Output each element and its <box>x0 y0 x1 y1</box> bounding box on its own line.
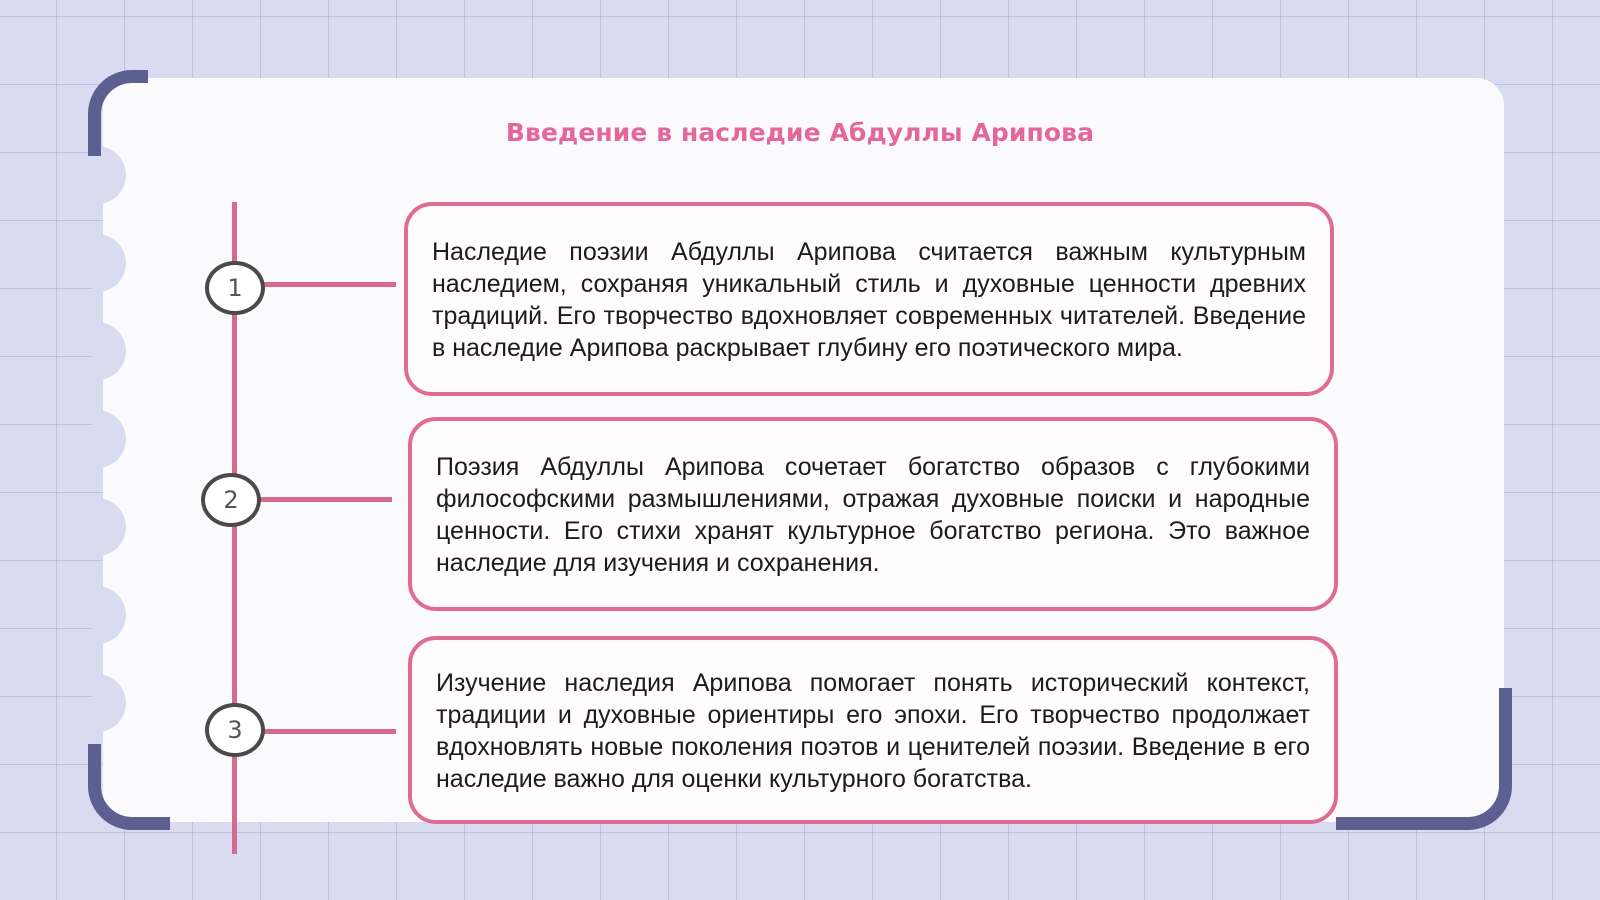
info-card-text: Наследие поэзии Абдуллы Арипова считается важным культурным наследием, сохраняя уникальный стиль и духовные ценности древних традиций. Его творчество вдохновляет современных читателей. Введение в наследие Арипова раскрывает глубину его поэтического мира. <box>432 238 1306 362</box>
info-card-text: Изучение наследия Арипова помогает понять исторический контекст, традиции и духовные ориентиры его эпохи. Его творчество продолжает вдохновлять новые поколения поэтов и ценителей поэзии. Введение в его наследие важно для оценки культурного богатства. <box>436 669 1310 793</box>
step-marker: 1 <box>205 261 265 315</box>
info-card <box>408 417 1338 611</box>
info-card-text: Поэзия Абдуллы Арипова сочетает богатство образов с глубокими философскими размышлениями, отражая духовные поиски и народные ценности. Его стихи хранят культурное богатство региона. Это важное наследие для изучения и сохранения. <box>436 453 1310 577</box>
corner-bracket-bottom-left <box>88 744 170 830</box>
corner-bracket-bottom-right <box>1336 688 1512 830</box>
slide-title: Введение в наследие Абдуллы Арипова <box>505 118 1095 147</box>
info-card <box>408 636 1338 824</box>
step-marker: 2 <box>201 473 261 527</box>
timeline-connector <box>262 729 396 734</box>
step-marker: 3 <box>205 703 265 757</box>
timeline-connector <box>258 497 392 502</box>
corner-bracket-top-left <box>88 70 148 156</box>
info-card <box>404 202 1334 396</box>
timeline-connector <box>262 282 396 287</box>
